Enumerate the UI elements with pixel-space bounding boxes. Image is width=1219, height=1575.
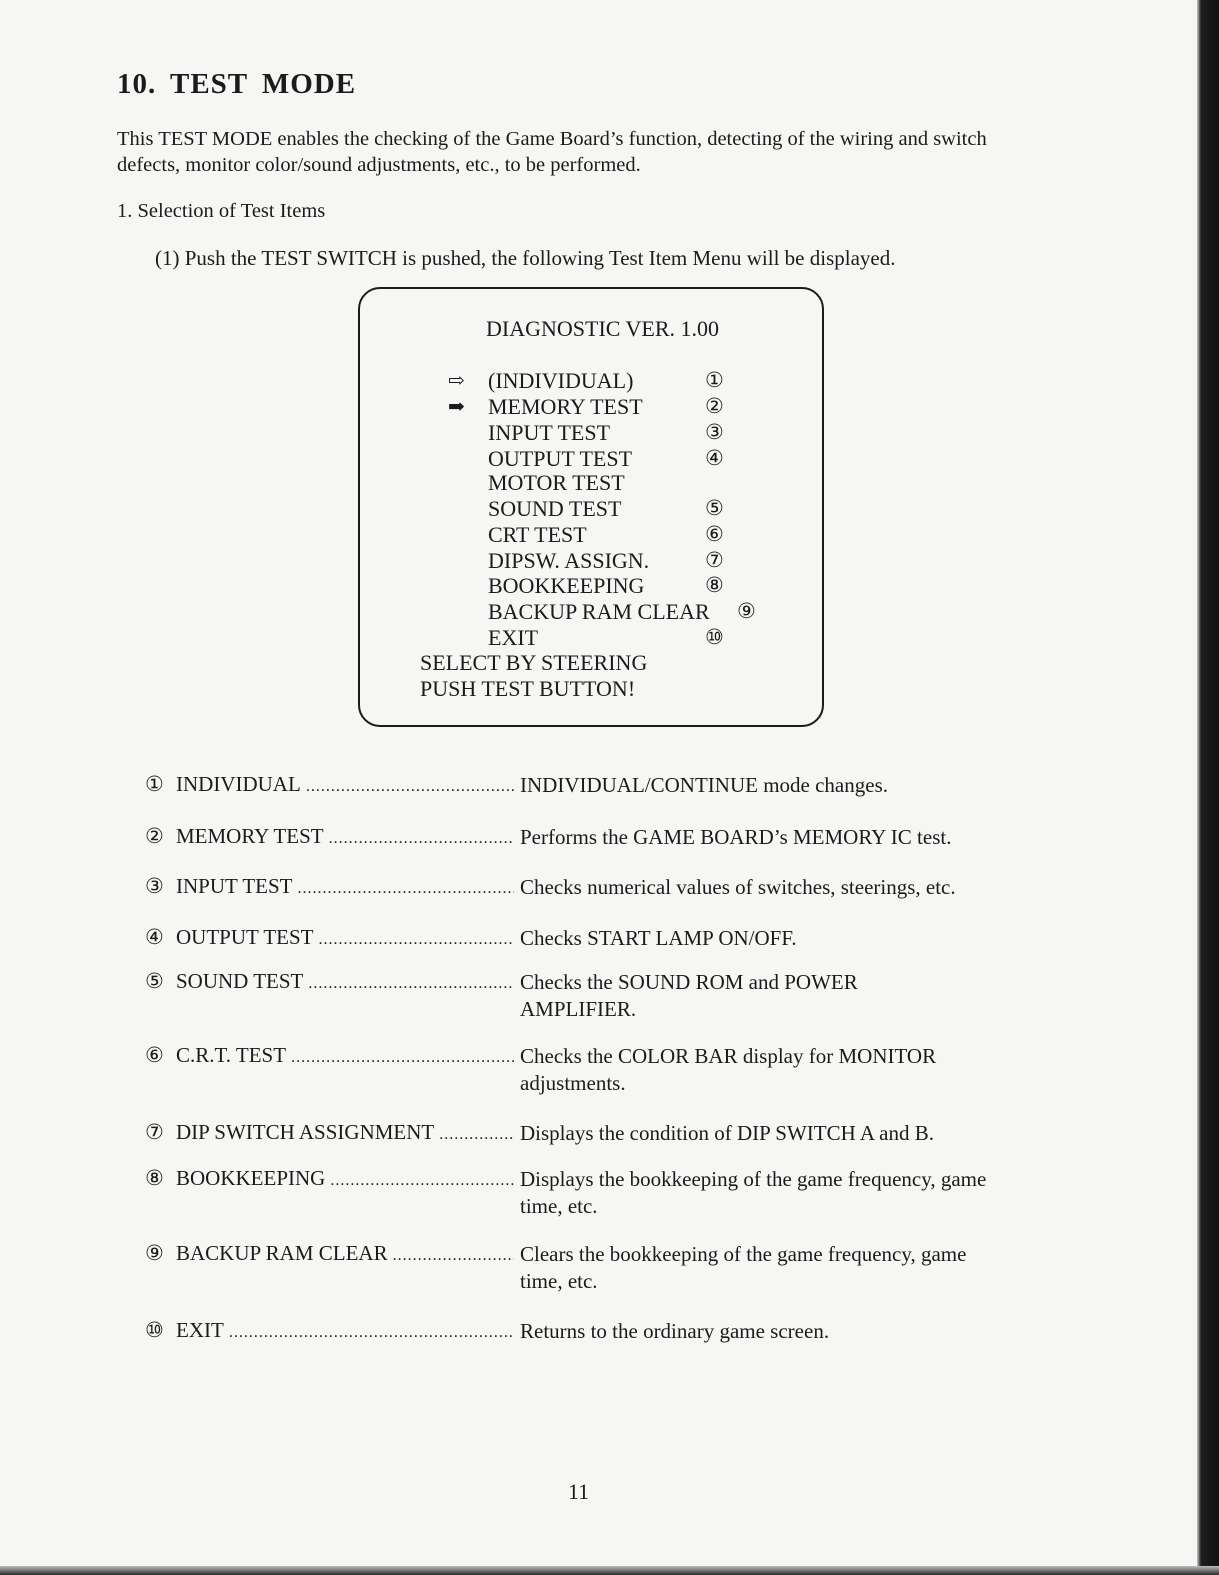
- item-name: INDIVIDUAL .....: [176, 772, 514, 797]
- intro-paragraph: This TEST MODE enables the checking of the Game Board’s function, detecting of the wiring and switch defects, monitor color/sound adjustments, etc., to be performed.: [117, 128, 987, 176]
- item-name: DIP SWITCH ASSIGNMENT .....: [176, 1120, 514, 1145]
- item-description: Checks START LAMP ON/OFF.: [520, 926, 797, 950]
- item-name: BACKUP RAM CLEAR .....: [176, 1241, 514, 1266]
- menu-item-label: BACKUP RAM CLEAR: [488, 599, 710, 624]
- item-number: ③: [145, 874, 164, 898]
- item-name: INPUT TEST .....: [176, 874, 514, 899]
- item-description: Displays the condition of DIP SWITCH A and B.: [520, 1121, 934, 1145]
- diagnostic-screen-title: DIAGNOSTIC VER. 1.00: [486, 316, 720, 341]
- item-name: EXIT .....: [176, 1318, 514, 1343]
- item-number: ②: [145, 824, 164, 848]
- item-name: C.R.T. TEST .....: [176, 1043, 514, 1068]
- item-number: ⑧: [145, 1166, 164, 1190]
- item-number: ⑥: [145, 1043, 164, 1067]
- item-name: OUTPUT TEST .....: [176, 925, 514, 950]
- item-description: INDIVIDUAL/CONTINUE mode changes.: [520, 773, 888, 797]
- menu-item-number: ④: [705, 446, 724, 470]
- item-number: ⑩: [145, 1318, 164, 1342]
- menu-item-label: CRT TEST: [488, 522, 587, 547]
- menu-item-label: (INDIVIDUAL): [488, 368, 634, 393]
- menu-item-label: BOOKKEEPING: [488, 573, 645, 598]
- step-instruction: (1) Push the TEST SWITCH is pushed, the following Test Item Menu will be displayed.: [155, 246, 896, 270]
- menu-item-number: ⑩: [705, 625, 724, 649]
- item-number: ⑤: [145, 969, 164, 993]
- item-description: Checks the SOUND ROM and POWER AMPLIFIER.: [520, 970, 858, 1021]
- item-description: Checks numerical values of switches, steerings, etc.: [520, 875, 956, 899]
- menu-item-number: ⑤: [705, 496, 724, 520]
- menu-item-number: ②: [705, 394, 724, 418]
- hollow-arrow-icon: ⇨: [448, 370, 465, 392]
- item-description: Displays the bookkeeping of the game frequency, game time, etc.: [520, 1167, 987, 1218]
- menu-item-number: ①: [705, 368, 724, 392]
- item-number: ④: [145, 925, 164, 949]
- scan-edge-right: [1197, 0, 1219, 1575]
- menu-item-label: SOUND TEST: [488, 496, 622, 521]
- menu-item-label: INPUT TEST: [488, 420, 611, 445]
- menu-item-label: OUTPUT TEST: [488, 446, 633, 471]
- prompt-select: SELECT BY STEERING: [420, 650, 648, 675]
- section-heading: 1. Selection of Test Items: [117, 200, 326, 222]
- menu-item-label: DIPSW. ASSIGN.: [488, 548, 650, 573]
- item-number: ⑦: [145, 1120, 164, 1144]
- menu-item-number: ⑦: [705, 548, 724, 572]
- prompt-push: PUSH TEST BUTTON!: [420, 676, 636, 701]
- menu-item-number: ⑨: [737, 599, 756, 623]
- menu-item-label: MOTOR TEST: [488, 470, 625, 495]
- menu-item-number: ③: [705, 420, 724, 444]
- item-name: SOUND TEST .....: [176, 969, 514, 994]
- item-description: Clears the bookkeeping of the game frequency, game time, etc.: [520, 1242, 967, 1293]
- menu-item-number: ⑧: [705, 573, 724, 597]
- item-description: Checks the COLOR BAR display for MONITOR adjustments.: [520, 1044, 937, 1095]
- menu-item-number: ⑥: [705, 522, 724, 546]
- scan-edge-bottom: [0, 1566, 1219, 1575]
- item-number: ⑨: [145, 1241, 164, 1265]
- item-name: BOOKKEEPING .....: [176, 1166, 514, 1191]
- item-description: Performs the GAME BOARD’s MEMORY IC test.: [520, 825, 952, 849]
- page-title: 10. TEST MODE: [117, 68, 357, 100]
- page-number: 11: [568, 1479, 590, 1504]
- item-number: ①: [145, 772, 164, 796]
- solid-arrow-icon: ➡: [448, 396, 465, 418]
- item-description: Returns to the ordinary game screen.: [520, 1319, 830, 1343]
- menu-item-label: MEMORY TEST: [488, 394, 643, 419]
- item-name: MEMORY TEST .....: [176, 824, 514, 849]
- menu-item-label: EXIT: [488, 625, 539, 650]
